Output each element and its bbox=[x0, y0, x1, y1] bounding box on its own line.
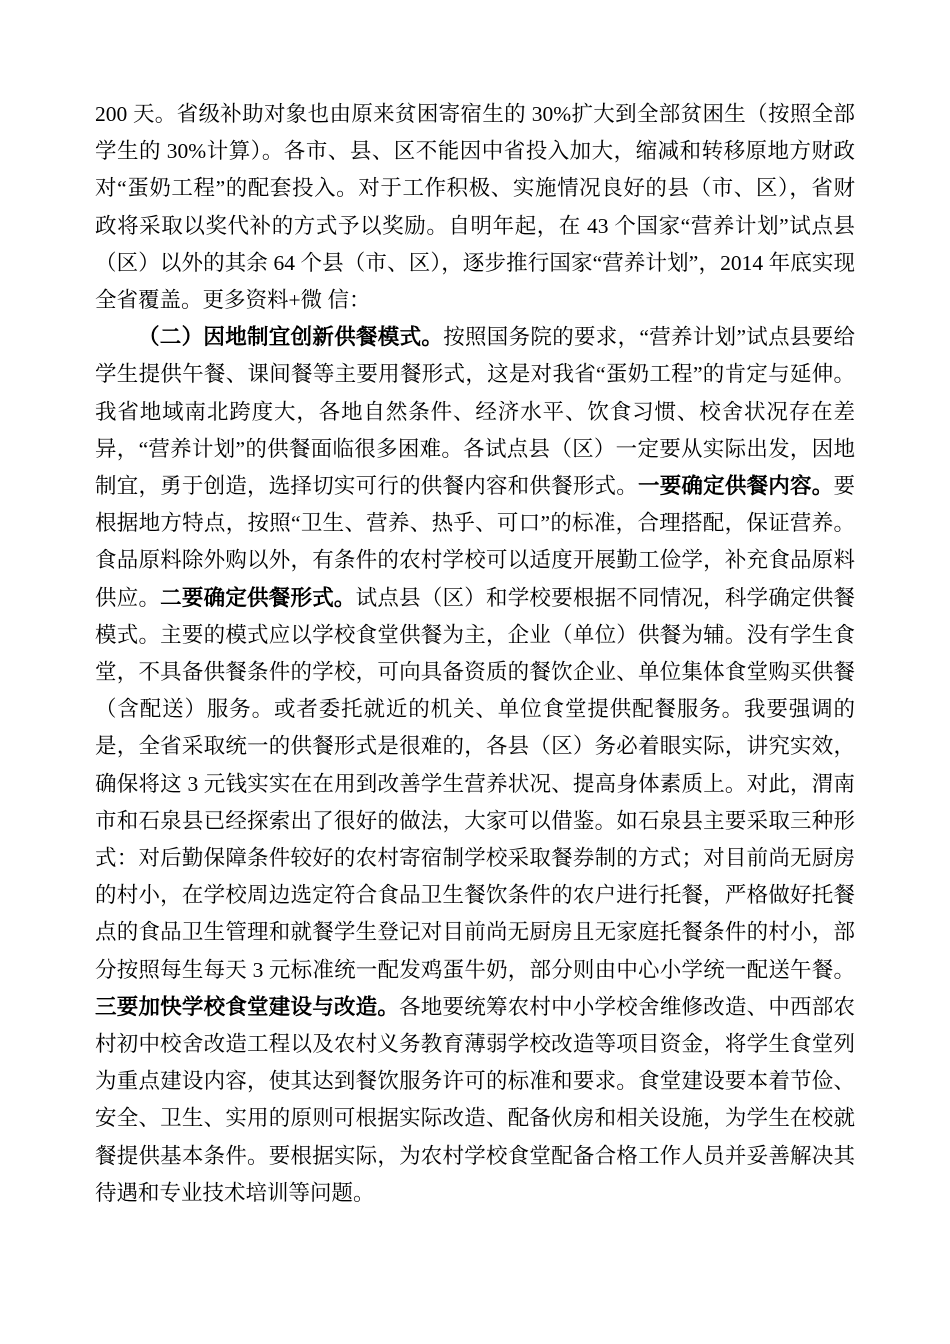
emphasis-run-point-one: 一要确定供餐内容。 bbox=[637, 474, 834, 499]
text-run: 各地要统筹农村中小学校舍维修改造、中西部农村初中校舍改造工程以及农村义务教育薄弱学校改造等项目资金，将学生食堂列为重点建设内容，使其达到餐饮服务许可的标准和要求。食堂建设要本着节俭、安全、卫生、实用的原则可根据实际改造、配备伙房和相关设施，为学生在校就餐提供基本条件。要根据实际，为农村学校食堂配备合格工作人员并妥善解决其待遇和专业技术培训等问题。 bbox=[95, 994, 855, 1205]
text-run: 试点县（区）和学校要根据不同情况，科学确定供餐模式。主要的模式应以学校食堂供餐为主，企业（单位）供餐为辅。没有学生食堂，不具备供餐条件的学校，可向具备资质的餐饮企业、单位集体食堂购买供餐（含配送）服务。或者委托就近的机关、单位食堂提供配餐服务。我要强调的是，全省采取统一的供餐形式是很难的，各县（区）务必着眼实际，讲究实效，确保将这 3 元钱实实在在用到改善学生营养状况、提高身体素质上。对此，渭南市和石泉县已经探索出了很好的做法，大家可以借鉴。如石泉县主要采取三种形式：对后勤保障条件较好的农村寄宿制学校采取餐券制的方式；对目前尚无厨房的村小，在学校周边选定符合食品卫生餐饮条件的农户进行托餐，严格做好托餐点的食品卫生管理和就餐学生登记对目前尚无厨房且无家庭托餐条件的村小，部分按照每生每天 3 元标准统一配发鸡蛋牛奶，部分则由中心小学统一配送午餐。 bbox=[95, 585, 855, 982]
text-run: 按照国务院的要求，“营养计划”试点县要给学生提供午餐、课间餐等主要用餐形式，这是对我省“蛋奶工程”的肯定与延伸。我省地域南北跨度大，各地自然条件、经济水平、饮食习惯、校舍状况存在差异，“营养计划”的供餐面临很多困难。各试点县（区）一定要从实际出发，因地制宜，勇于创造，选择切实可行的供餐内容和供餐形式。 bbox=[95, 325, 855, 499]
paragraph-section-two bbox=[95, 319, 855, 1212]
emphasis-run-point-three: 三要加快学校食堂建设与改造。 bbox=[95, 994, 400, 1019]
text-run: 要根据地方特点，按照“卫生、营养、热乎、可口”的标准，合理搭配，保证营养。食品原料除外购以外，有条件的农村学校可以适度开展勤工俭学，补充食品原料供应。 bbox=[95, 474, 855, 610]
text-run: 200 天。省级补助对象也由原来贫困寄宿生的 30%扩大到全部贫困生（按照全部学生的 30%计算）。各市、县、区不能因中省投入加大，缩减和转移原地方财政对“蛋奶工程”的配套投入。对于工作积极、实施情况良好的县（市、区），省财政将采取以奖代补的方式予以奖励。自明年起，在 43 个国家“营养计划”试点县（区）以外的其余 64 个县（市、区），逐步推行国家“营养计划”，2014 年底实现全省覆盖。更多资料+微 信： bbox=[95, 102, 855, 313]
paragraph-continuation bbox=[95, 96, 855, 319]
emphasis-run-point-two: 二要确定供餐形式。 bbox=[160, 585, 356, 610]
section-heading: （二）因地制宜创新供餐模式。 bbox=[138, 325, 444, 350]
